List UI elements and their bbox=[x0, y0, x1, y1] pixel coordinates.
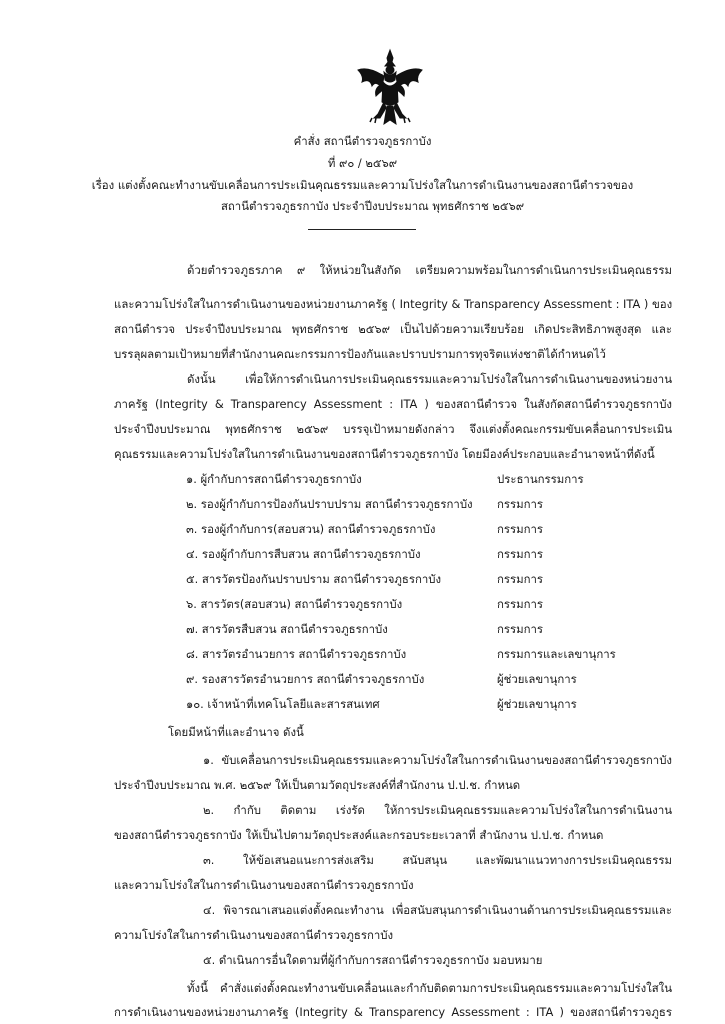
member-role: ผู้ช่วยเลขานุการ bbox=[497, 672, 577, 686]
member-name: ๓. รองผู้กำกับการ(สอบสวน) สถานีตำรวจภูธรกาบัง bbox=[186, 522, 436, 536]
paragraph-line: บรรลุผลตามเป้าหมายที่สำนักงานคณะกรรมการป้องกันและปราบปรามการทุจริตแห่งชาติได้กำหนดไว้ bbox=[114, 347, 606, 361]
subject-line: สถานีตำรวจภูธรกาบัง ประจำปีงบประมาณ พุทธศักราช ๒๕๖๙ bbox=[220, 199, 525, 213]
member-role: กรรมการ bbox=[497, 597, 544, 611]
member-role: กรรมการ bbox=[497, 572, 544, 586]
member-name: ๒. รองผู้กำกับการป้องกันปราบปราม สถานีตำรวจภูธรกาบัง bbox=[186, 497, 473, 511]
duty-line: ของสถานีตำรวจภูธรกาบัง ให้เป็นไปตามวัตถุประสงค์และกรอบระยะเวลาที่ สำนักงาน ป.ป.ช. กำหนด bbox=[114, 828, 604, 842]
closing-line: ทั้งนี้ คำสั่งแต่งตั้งคณะทำงานขับเคลื่อนและกำกับติดตามการประเมินคุณธรรมและความโปร่งใสใน bbox=[187, 981, 672, 995]
member-name: ๕. สารวัตรป้องกันปราบปราม สถานีตำรวจภูธรกาบัง bbox=[186, 572, 442, 586]
duty-line: ๓. ให้ข้อเสนอแนะการส่งเสริม สนับสนุน และพัฒนาแนวทางการประเมินคุณธรรม bbox=[203, 853, 672, 867]
paragraph-line: สถานีตำรวจ ประจำปีงบประมาณ พุทธศักราช ๒๕๖๙ เป็นไปด้วยความเรียบร้อย เกิดประสิทธิภาพสูงสุด และ bbox=[114, 322, 672, 336]
member-role: กรรมการและเลขานุการ bbox=[497, 647, 616, 661]
paragraph-line: ประจำปีงบประมาณ พุทธศักราช ๒๕๖๙ บรรจุเป้าหมายดังกล่าว จึงแต่งตั้งคณะกรรมขับเคลื่อนการประเมิน bbox=[114, 422, 672, 436]
duty-line: และความโปร่งใสในการดำเนินงานของสถานีตำรวจภูธรกาบัง bbox=[114, 878, 414, 892]
duty-line: ๒. กำกับ ติดตาม เร่งรัด ให้การประเมินคุณธรรมและความโปร่งใสในการดำเนินงาน bbox=[203, 803, 672, 817]
member-name: ๑๐. เจ้าหน้าที่เทคโนโลยีและสารสนเทศ bbox=[186, 697, 380, 711]
member-name: ๔. รองผู้กำกับการสืบสวน สถานีตำรวจภูธรกาบัง bbox=[186, 547, 421, 561]
paragraph-line: และความโปร่งใสในการดำเนินงานของหน่วยงานภาครัฐ ( Integrity & Transparency Assessment : ITA ) ของ bbox=[114, 297, 673, 311]
closing-line: การดำเนินงานของหน่วยงานภาครัฐ (Integrity & Transparency Assessment : ITA ) ของสถานีตำรวจภูธร bbox=[114, 1005, 672, 1019]
member-role: ประธานกรรมการ bbox=[497, 472, 584, 486]
member-role: กรรมการ bbox=[497, 547, 544, 561]
paragraph-line: คุณธรรมและความโปร่งใสในการดำเนินงานของสถานีตำรวจภูธรกาบัง โดยมีองค์ประกอบและอำนาจหน้าที่ดังนี้ bbox=[114, 447, 655, 461]
member-name: ๑. ผู้กำกับการสถานีตำรวจภูธรกาบัง bbox=[186, 472, 362, 486]
member-role: กรรมการ bbox=[497, 497, 544, 511]
member-name: ๙. รองสารวัตรอำนวยการ สถานีตำรวจภูธรกาบัง bbox=[186, 672, 425, 686]
member-role: ผู้ช่วยเลขานุการ bbox=[497, 697, 577, 711]
member-role: กรรมการ bbox=[497, 522, 544, 536]
member-name: ๗. สารวัตรสืบสวน สถานีตำรวจภูธรกาบัง bbox=[186, 622, 388, 636]
paragraph-line: ภาครัฐ (Integrity & Transparency Assessment : ITA ) ของสถานีตำรวจ ในสังกัดสถานีตำรวจภูธรกาบัง bbox=[114, 397, 672, 411]
order-number: ที่ ๙๐ / ๒๕๖๙ bbox=[327, 156, 398, 170]
duty-line: ความโปร่งใสในการดำเนินงานของสถานีตำรวจภูธรกาบัง bbox=[114, 928, 394, 942]
duty-line: ๔. พิจารณาเสนอแต่งตั้งคณะทำงาน เพื่อสนับสนุนการดำเนินงานด้านการประเมินคุณธรรมและ bbox=[203, 903, 672, 917]
paragraph-line: ด้วยตำรวจภูธรภาค ๙ ให้หน่วยในสังกัด เตรียมความพร้อมในการดำเนินการประเมินคุณธรรม bbox=[187, 263, 672, 277]
duty-line: ๕. ดำเนินการอื่นใดตามที่ผู้กำกับการสถานีตำรวจภูธรกาบัง มอบหมาย bbox=[203, 953, 543, 967]
subject-line: เรื่อง แต่งตั้งคณะทำงานขับเคลื่อนการประเมินคุณธรรมและความโปร่งใสในการดำเนินงานของสถานีตำรวจของ bbox=[91, 178, 634, 192]
order-title: คำสั่ง สถานีตำรวจภูธรกาบัง bbox=[293, 134, 432, 148]
divider bbox=[308, 229, 416, 230]
member-role: กรรมการ bbox=[497, 622, 544, 636]
duty-line: ๑. ขับเคลื่อนการประเมินคุณธรรมและความโปร่งใสในการดำเนินงานของสถานีตำรวจภูธรกาบัง bbox=[203, 753, 672, 767]
paragraph-line: ดังนั้น เพื่อให้การดำเนินการประเมินคุณธรรมและความโปร่งใสในการดำเนินงานของหน่วยงาน bbox=[187, 372, 672, 386]
member-name: ๖. สารวัตร(สอบสวน) สถานีตำรวจภูธรกาบัง bbox=[186, 597, 403, 611]
garuda-emblem-icon bbox=[354, 48, 426, 128]
member-name: ๘. สารวัตรอำนวยการ สถานีตำรวจภูธรกาบัง bbox=[186, 647, 407, 661]
duty-line: ประจำปีงบประมาณ พ.ศ. ๒๕๖๙ ให้เป็นตามวัตถุประสงค์ที่สำนักงาน ป.ป.ช. กำหนด bbox=[114, 778, 521, 792]
duties-heading: โดยมีหน้าที่และอำนาจ ดังนี้ bbox=[168, 725, 304, 739]
